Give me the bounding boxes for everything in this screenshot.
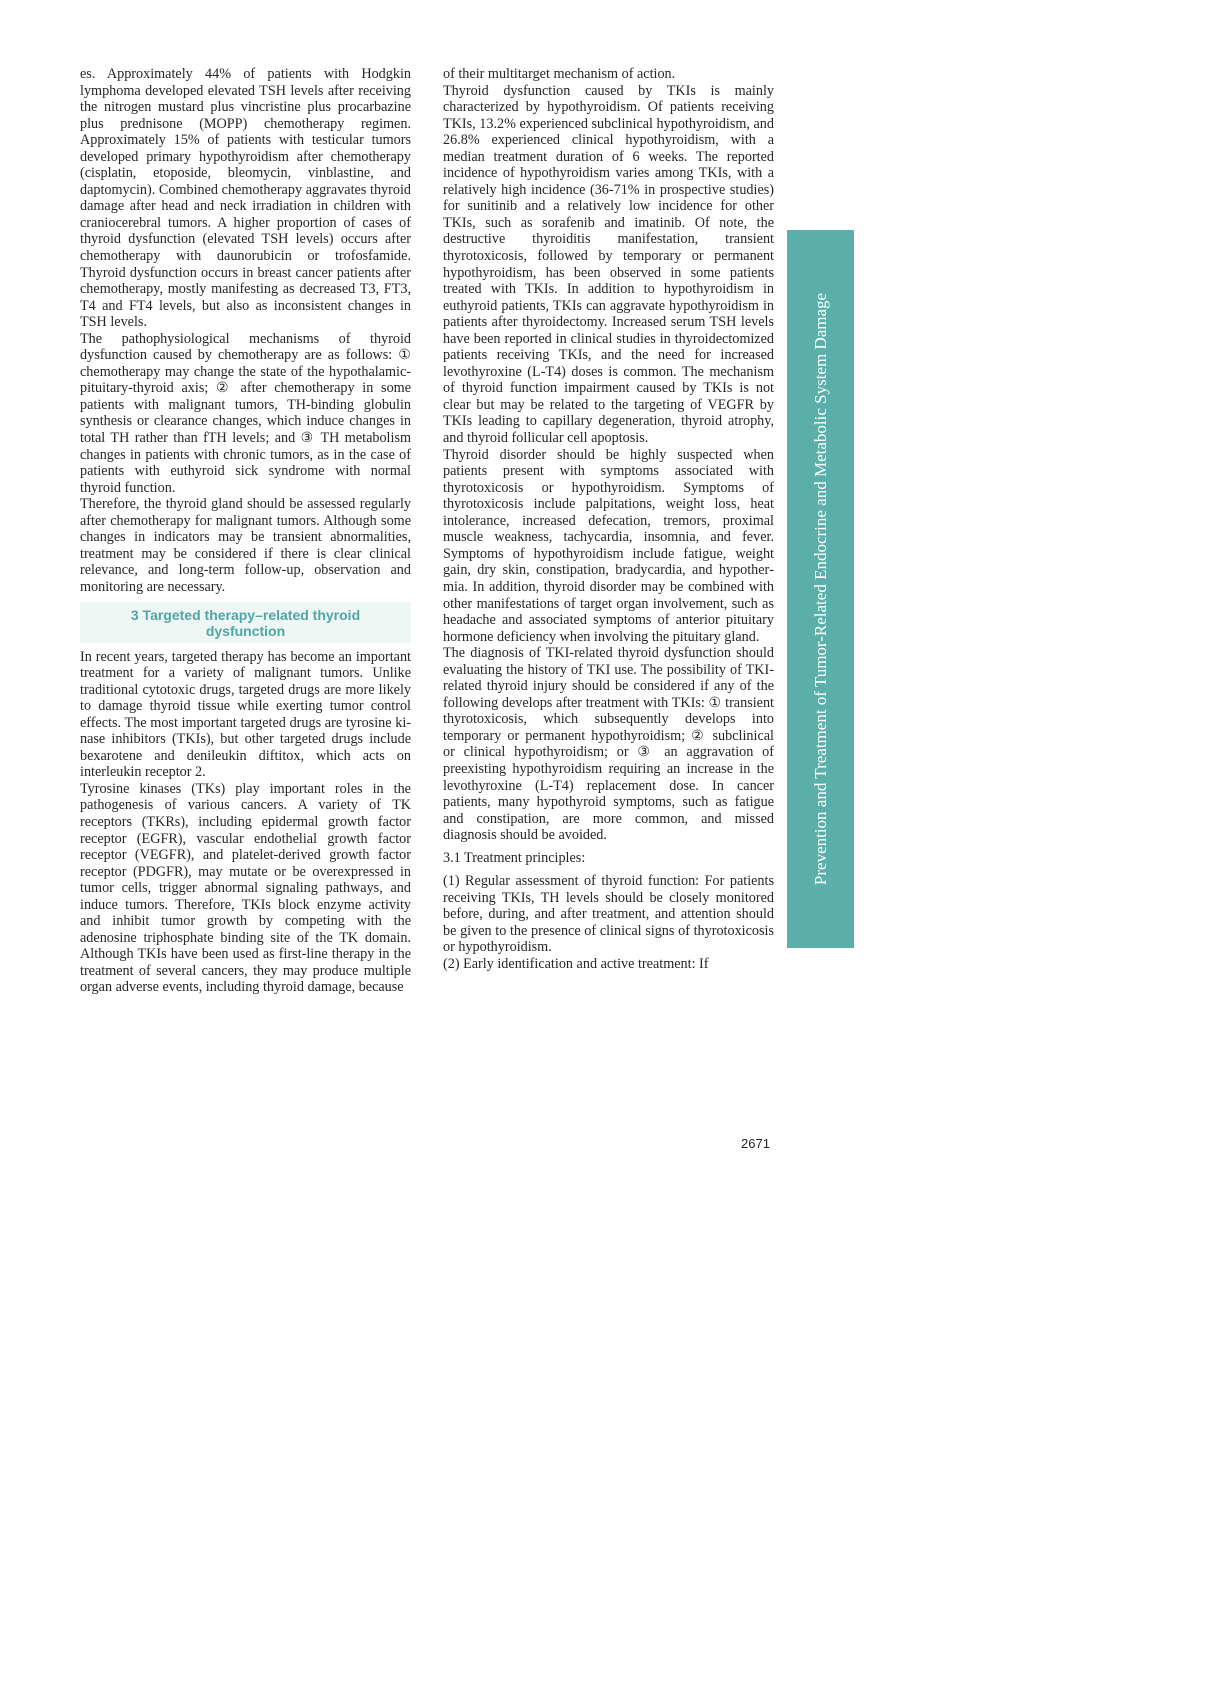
paragraph: The pathophysiological mechanisms of thyroid dysfunction caused by chemotherapy are as follows: ① chemotherapy may change the state of the hypothalamic-pituitary-thyroid axis; ② after chemotherapy in some patients with malignant tumors, TH-binding globulin synthesis or clearance changes, which induce changes in total TH rather than fTH levels; and ③ TH metabolism changes in patients with chronic tumors, as in the case of patients with euthyroid sick syndrome with normal thyroid function. bbox=[80, 330, 411, 496]
paragraph: es. Approximately 44% of patients with Hodgkin lymphoma developed elevated TSH levels after receiving the nitrogen mustard plus vincristine plus procarbazine plus prednisone (MOPP) chemotherapy regimen. Approximately 15% of patients with testicular tumors developed primary hypothyroidism after chemotherapy (cisplatin, etoposide, bleomycin, vinblastine, and daptomycin). Combined chemotherapy aggravates thyroid damage after head and neck irradiation in children with craniocerebral tumors. A higher proportion of cases of thyroid dysfunction (elevated TSH levels) occurs after chemotherapy with daunorubicin or trofosfamide. Thyroid dysfunction occurs in breast cancer patients after chemotherapy, mostly manifesting as decreased T3, FT3, T4 and FT4 levels, but also as inconsistent changes in TSH levels. bbox=[80, 66, 411, 331]
paragraph: (1) Regular assessment of thyroid function: For patients receiving TKIs, TH levels should be closely monitored before, during, and after treatment, and attention should be given to the presence of clinical signs of thyrotoxicosis or hypothyroidism. bbox=[443, 873, 774, 956]
page-number: 2671 bbox=[741, 1136, 770, 1151]
paragraph: of their multitarget mechanism of action. bbox=[443, 66, 676, 82]
subsection-heading: 3.1 Treatment principles: bbox=[443, 849, 586, 866]
left-column bbox=[80, 66, 411, 996]
section-heading-line: dysfunction bbox=[205, 622, 286, 639]
paragraph: Therefore, the thyroid gland should be assessed regularly after chemotherapy for malignant tumors. Although some changes in indicators may be transient abnormalities, treatment may be considered if there is clear clinical relevance, and long-term follow-up, observation and monitoring are necessary. bbox=[80, 496, 411, 595]
paragraph: Thyroid disorder should be highly suspected when patients present with symptoms associated with thyrotoxicosis or hypothyroidism. Symptoms of thyrotoxicosis include palpitations, weight loss, heat intolerance, increased defecation, tremors, proximal muscle weakness, tachycardia, insomnia, and fever. Symptoms of hypothyroidism include fatigue, weight gain, dry skin, constipation, bradycardia, and hypothermia. In addition, thyroid disorder may be combined with other manifestations of target organ involvement, such as headache and associated symptoms of anterior pituitary hormone deficiency when involving the pituitary gland. bbox=[443, 446, 774, 645]
right-column bbox=[443, 66, 774, 973]
paragraph: (2) Early identification and active treatment: If bbox=[443, 955, 709, 972]
section-heading bbox=[80, 602, 411, 643]
side-banner-title: Prevention and Treatment of Tumor-Related Endocrine and Metabolic System Damage bbox=[810, 292, 830, 886]
paragraph: In recent years, targeted therapy has become an important treatment for a variety of malignant tumors. Unlike traditional cytotoxic drugs, targeted drugs are more likely to damage thyroid tissue while exerting tumor control effects. The most important targeted drugs are tyrosine kinase inhibitors (TKIs), but other targeted drugs include bexarotene and denileukin diftitox, which acts on interleukin receptor 2. bbox=[80, 648, 411, 781]
side-banner bbox=[787, 230, 854, 948]
paragraph: Thyroid dysfunction caused by TKIs is mainly characterized by hypothyroidism. Of patients receiving TKIs, 13.2% experienced subclinical hypothyroidism, and 26.8% experienced clinical hypothyroidism, with a median treatment duration of 6 weeks. The reported incidence of hypothyroidism varies among TKIs, with a relatively high incidence (36-71% in prospective studies) for sunitinib and a relatively low incidence for other TKIs, such as sorafenib and imatinib. Of note, the destructive thyroiditis manifestation, transient thyrotoxicosis, followed by temporary or permanent hypothyroidism, has been observed in some patients treated with TKIs. In addition to hypothyroidism in euthyroid patients, TKIs can aggravate hypothyroidism in patients after thyroidectomy. Increased serum TSH levels have been reported in clinical studies in thyroidectomized patients receiving TKIs, and the need for increased levothyroxine (L-T4) doses is common. The mechanism of thyroid function impairment caused by TKIs is not clear but may be related to the targeting of VEGFR by TKIs leading to capillary degeneration, thyroid atrophy, and thyroid follicular cell apoptosis. bbox=[443, 82, 774, 447]
paragraph: Tyrosine kinases (TKs) play important roles in the pathogenesis of various cancers. A variety of TK receptors (TKRs), including epidermal growth factor receptor (EGFR), vascular endothelial growth factor receptor (VEGFR), and platelet-derived growth factor receptor (PDGFR), may mutate or be overexpressed in tumor cells, trigger abnormal signaling pathways, and induce tumors. Therefore, TKIs block enzyme activity and inhibit tumor growth by competing with the adenosine triphosphate binding site of the TK domain. Although TKIs have been used as first-line therapy in the treatment of several cancers, they may produce multiple organ adverse events, including thyroid damage, because bbox=[80, 780, 411, 996]
paragraph: The diagnosis of TKI-related thyroid dysfunction should evaluating the history of TKI use. The possibility of TKI-related thyroid injury should be considered if any of the following develops after treatment with TKIs: ① transient thyrotoxicosis, which subsequently develops into temporary or permanent hypothyroidism; ② subclinical or clinical hypothyroidism; or ③ an aggravation of preexisting hypothyroidism requiring an increase in the levothyroxine (L-T4) replacement dose. In cancer patients, many hypothyroid symptoms, such as fatigue and constipation, are more common, and missed diagnosis should be avoided. bbox=[443, 645, 774, 844]
section-heading-line: 3 Targeted therapy–related thyroid bbox=[130, 606, 361, 623]
